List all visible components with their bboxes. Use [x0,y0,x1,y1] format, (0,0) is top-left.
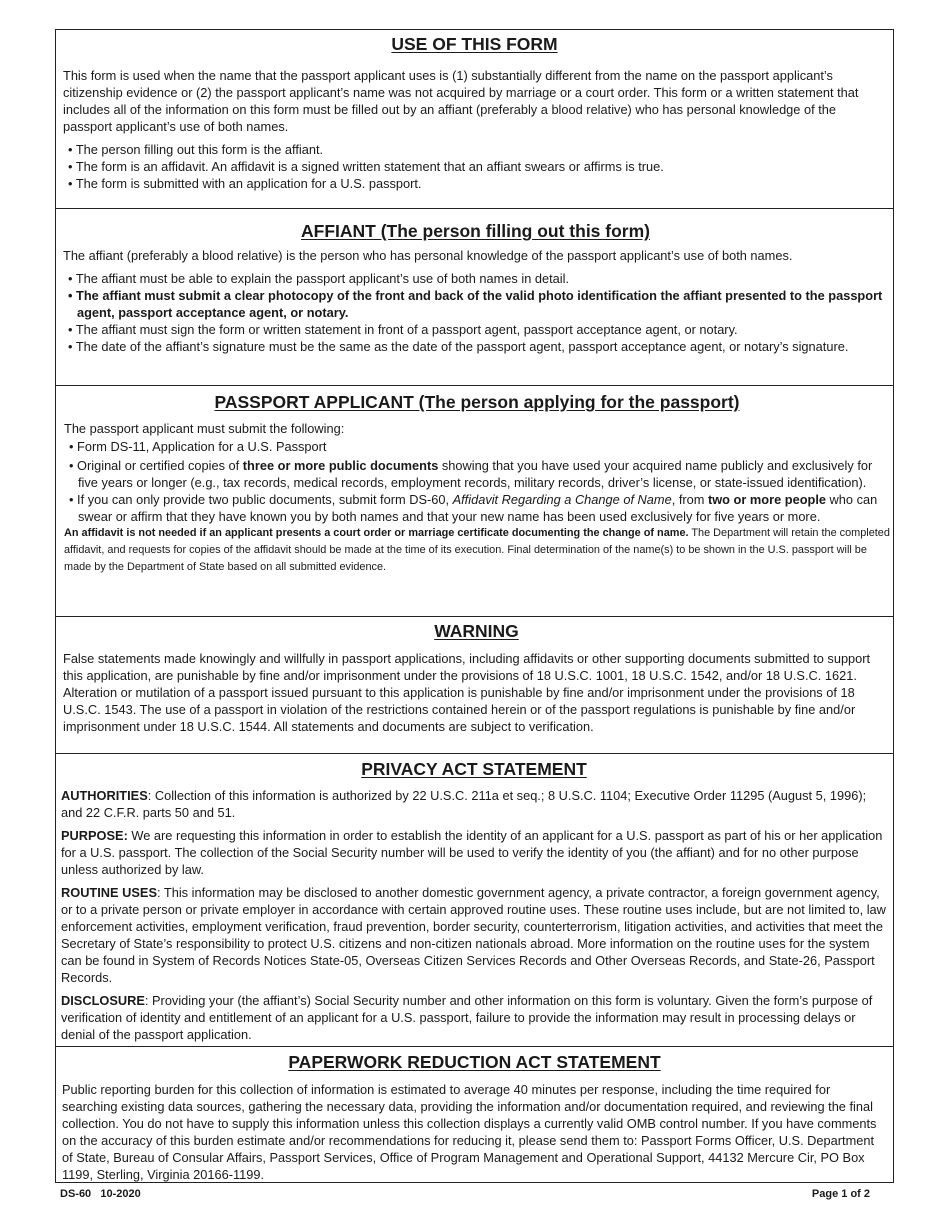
use-of-form-bullets [63,141,886,192]
affiant-section [56,209,893,386]
affiant-intro: The affiant (preferably a blood relative) is the person who has personal knowledge of the passport applicant’s use of both names. [63,248,793,263]
form-id: DS-60 10-2020 [60,1188,141,1200]
privacy-purpose: PURPOSE: We are requesting this information in order to establish the identity of an applicant for a U.S. passport as part of his or her application for a U.S. passport. The collection of the Social Security number will be used to verify the identity of you (the affiant) and for no other purpose unless authorized by law. [61,828,883,877]
privacy-title: PRIVACY ACT STATEMENT [361,759,587,779]
list-item: • Original or certified copies of three or more public documents showing that you have used your acquired name publicly and exclusively for five years or longer (e.g., tax records, medical records, employment records, military records, driver’s license, or state-issued identification). [64,457,890,491]
paperwork-section [56,1047,893,1184]
applicant-note: An affidavit is not needed if an applicant presents a court order or marriage certificate documenting the change of name. The Department will retain the completed affidavit, and requests for copies of the affidavit should be made at the time of its execution. Final determination of the name(s) to be shown in the U.S. passport will be made by the Department of State based on all submitted evidence. [64,527,890,573]
list-item: • If you can only provide two public documents, submit form DS-60, Affidavit Regarding a Change of Name, from two or more people who can swear or affirm that they have known you by both names and that your new name has been used exclusively for five years or more. [64,491,890,525]
privacy-authorities: AUTHORITIES: Collection of this information is authorized by 22 U.S.C. 211a et seq.; 8 U.S.C. 1104; Executive Order 11295 (August 5, 1996); and 22 C.F.R. parts 50 and 51. [61,788,867,820]
affiant-title: AFFIANT (The person filling out this form) [301,221,650,241]
use-of-form-title: USE OF THIS FORM [391,34,558,54]
applicant-section [56,386,893,617]
use-of-form-intro: This form is used when the name that the passport applicant uses is (1) substantially different from the name on the passport applicant’s citizenship evidence or (2) the passport applicant’s name was not acquired by marriage or a court order. This form or a written statement that includes all of the information on this form must be filled out by an affiant (preferably a blood relative) who has personal knowledge of the passport applicant’s use of both names. [63,68,859,134]
privacy-routine-uses: ROUTINE USES: This information may be disclosed to another domestic government agency, a private contractor, a foreign government agency, or to a private person or private employer in accordance with certain approved routine uses. These routine uses include, but are not limited to, law enforcement activities, employment verification, fraud prevention, border security, counterterrorism, litigation activities, and activities that meet the Secretary of State’s responsibility to protect U.S. citizens and non-citizen nationals abroad. More information on the routine uses for the system can be found in System of Records Notices State-05, Overseas Citizen Services Records and Other Overseas Records, and State-26, Passport Records. [61,885,886,985]
list-item: • The person filling out this form is the affiant. [63,141,886,158]
warning-section [56,617,893,754]
page-number: Page 1 of 2 [811,1188,870,1200]
list-item: • The affiant must submit a clear photocopy of the front and back of the valid photo identification the affiant presented to the passport agent, passport acceptance agent, or notary. [63,287,888,321]
form-frame [55,29,894,1183]
applicant-intro: The passport applicant must submit the following: [64,421,345,436]
list-item: • The date of the affiant’s signature must be the same as the date of the passport agent, passport acceptance agent, or notary’s signature. [63,338,888,355]
list-item: • The affiant must sign the form or written statement in front of a passport agent, passport acceptance agent, or notary. [63,321,888,338]
use-of-form-section [56,30,893,209]
affiant-bullets [63,270,888,355]
list-item: • The form is an affidavit. An affidavit is a signed written statement that an affiant swears or affirms is true. [63,158,886,175]
warning-text: False statements made knowingly and willfully in passport applications, including affidavits or other supporting documents submitted to support this application, are punishable by fine and/or imprisonment under the provisions of 18 U.S.C. 1001, 18 U.S.C. 1542, and/or 18 U.S.C. 1621. Alteration or mutilation of a passport issued pursuant to this application is punishable by fine and/or imprisonment under the provisions of 18 U.S.C. 1543. The use of a passport in violation of the restrictions contained herein or of the passport regulations is punishable by fine and/or imprisonment under 18 U.S.C. 1544. All statements and documents are subject to verification. [63,651,871,734]
list-item: • The form is submitted with an application for a U.S. passport. [63,175,886,192]
warning-title: WARNING [434,621,519,641]
list-item: • Form DS-11, Application for a U.S. Passport [64,438,890,455]
applicant-bullets [64,438,890,525]
paperwork-title: PAPERWORK REDUCTION ACT STATEMENT [288,1052,661,1072]
paperwork-text: Public reporting burden for this collection of information is estimated to average 40 minutes per response, including the time required for searching existing data sources, gathering the necessary data, providing the information and/or documentation required, and reviewing the final collection. You do not have to supply this information unless this collection displays a currently valid OMB control number. If you have comments on the accuracy of this burden estimate and/or recommendations for reducing it, please send them to: Passport Forms Officer, U.S. Department of State, Bureau of Consular Affairs, Passport Services, Office of Program Management and Operational Support, 44132 Mercure Cir, PO Box 1199, Sterling, Virginia 20166-1199. [62,1082,877,1182]
list-item: • The affiant must be able to explain the passport applicant’s use of both names in detail. [63,270,888,287]
privacy-section [56,754,893,1047]
applicant-title: PASSPORT APPLICANT (The person applying for the passport) [214,392,740,412]
privacy-disclosure: DISCLOSURE: Providing your (the affiant’s) Social Security number and other information on this form is voluntary. Given the form’s purpose of verification of identity and entitlement of an applicant for a U.S. passport, failure to provide the information may result in processing delays or denial of the passport application. [61,993,873,1042]
